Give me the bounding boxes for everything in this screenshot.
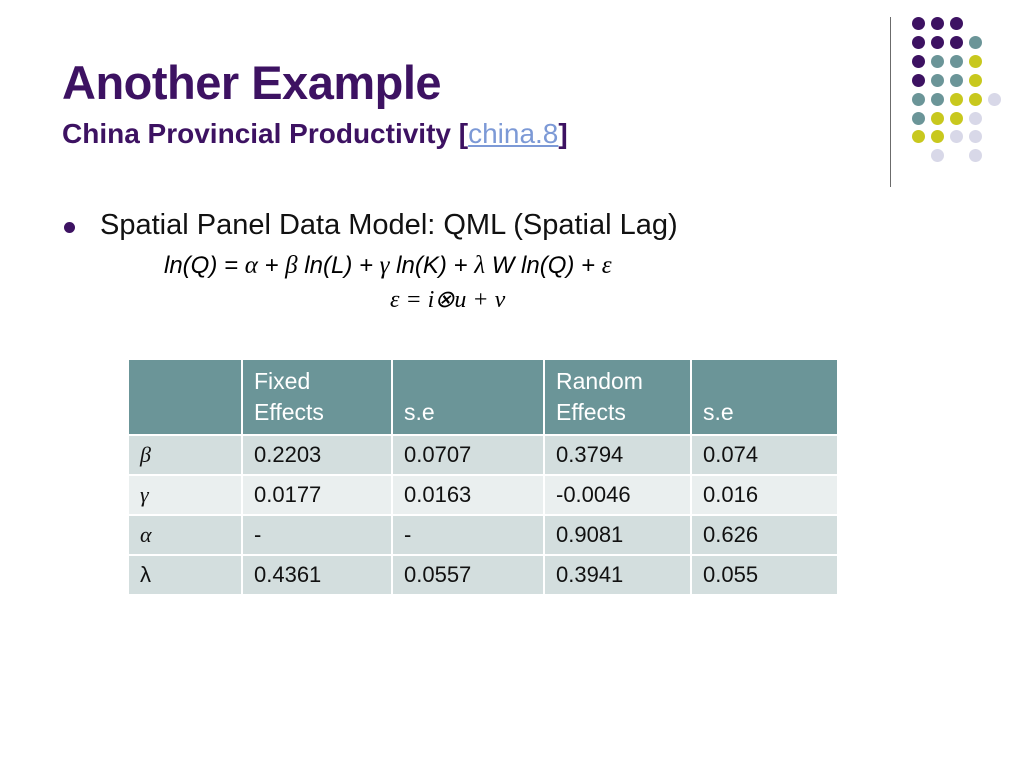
china-8-link[interactable]: china.8	[468, 118, 559, 149]
decorative-dot	[912, 55, 925, 68]
decorative-dot	[950, 55, 963, 68]
decorative-dot	[931, 112, 944, 125]
parameter-cell: γ	[128, 475, 242, 515]
eq-term: ln(L) +	[297, 252, 380, 279]
decorative-dot	[950, 74, 963, 87]
decorative-dot	[988, 93, 1001, 106]
model-equation	[164, 251, 612, 281]
table-row	[128, 515, 838, 555]
decorative-dot	[931, 74, 944, 87]
table-cell: -0.0046	[544, 475, 691, 515]
table-cell: 0.3941	[544, 555, 691, 595]
table-row	[128, 555, 838, 595]
table-cell: -	[242, 515, 392, 555]
decorative-dot	[969, 149, 982, 162]
table-header-row	[128, 359, 838, 435]
eq-term: W ln(Q) +	[485, 252, 602, 279]
bullet-text: Spatial Panel Data Model: QML (Spatial Lag)	[100, 209, 678, 241]
decorative-dot	[912, 93, 925, 106]
decorative-dot	[931, 17, 944, 30]
table-cell: 0.016	[691, 475, 838, 515]
eq-alpha: α	[244, 252, 258, 279]
eq-term: +	[257, 252, 286, 279]
parameter-cell: β	[128, 435, 242, 475]
table-row	[128, 435, 838, 475]
eq-gamma: γ	[379, 252, 390, 279]
header-cell: Fixed Effects	[242, 359, 392, 435]
table-cell: 0.0177	[242, 475, 392, 515]
decorative-dot	[931, 36, 944, 49]
decorative-dot	[912, 112, 925, 125]
decorative-dot	[912, 130, 925, 143]
decorative-dot	[950, 36, 963, 49]
eq-term: ln(K) +	[389, 252, 475, 279]
decorative-dot	[950, 112, 963, 125]
decorative-dot	[912, 17, 925, 30]
error-equation: ε = i⊗u + v	[390, 287, 506, 313]
header-cell: s.e	[691, 359, 838, 435]
decorative-dot	[969, 36, 982, 49]
header-cell	[128, 359, 242, 435]
results-table	[127, 358, 839, 596]
table-cell: 0.055	[691, 555, 838, 595]
eq-beta: β	[285, 252, 298, 279]
decorative-dot	[912, 74, 925, 87]
eq-lambda: λ	[474, 252, 486, 279]
decorative-dot	[931, 149, 944, 162]
table-row	[128, 475, 838, 515]
subtitle-bracket: ]	[558, 118, 568, 149]
bullet-dot-icon	[64, 222, 75, 233]
table-cell: 0.074	[691, 435, 838, 475]
eq-epsilon: ε	[601, 252, 612, 279]
decorative-dot	[950, 130, 963, 143]
decorative-dot	[931, 93, 944, 106]
divider-line	[890, 17, 891, 187]
table-cell: 0.2203	[242, 435, 392, 475]
table-cell: 0.0557	[392, 555, 544, 595]
table-cell: -	[392, 515, 544, 555]
decorative-dot	[969, 130, 982, 143]
parameter-cell: λ	[128, 555, 242, 595]
header-cell: s.e	[392, 359, 544, 435]
decorative-dot	[969, 112, 982, 125]
table-cell: 0.3794	[544, 435, 691, 475]
eq-term: ln(Q) =	[164, 252, 245, 279]
decorative-dot	[931, 130, 944, 143]
decorative-dot	[931, 55, 944, 68]
subtitle-text: China Provincial Productivity [	[62, 118, 469, 149]
decorative-dot	[950, 93, 963, 106]
table-cell: 0.0707	[392, 435, 544, 475]
table-cell: 0.0163	[392, 475, 544, 515]
table-cell: 0.9081	[544, 515, 691, 555]
decorative-dot	[950, 17, 963, 30]
decorative-dot	[912, 36, 925, 49]
slide-title: Another Example	[62, 56, 442, 109]
decorative-dot	[969, 74, 982, 87]
table-cell: 0.626	[691, 515, 838, 555]
header-cell: Random Effects	[544, 359, 691, 435]
table-cell: 0.4361	[242, 555, 392, 595]
decorative-dot	[969, 93, 982, 106]
parameter-cell: α	[128, 515, 242, 555]
decorative-dot	[969, 55, 982, 68]
slide-subtitle	[62, 116, 568, 152]
